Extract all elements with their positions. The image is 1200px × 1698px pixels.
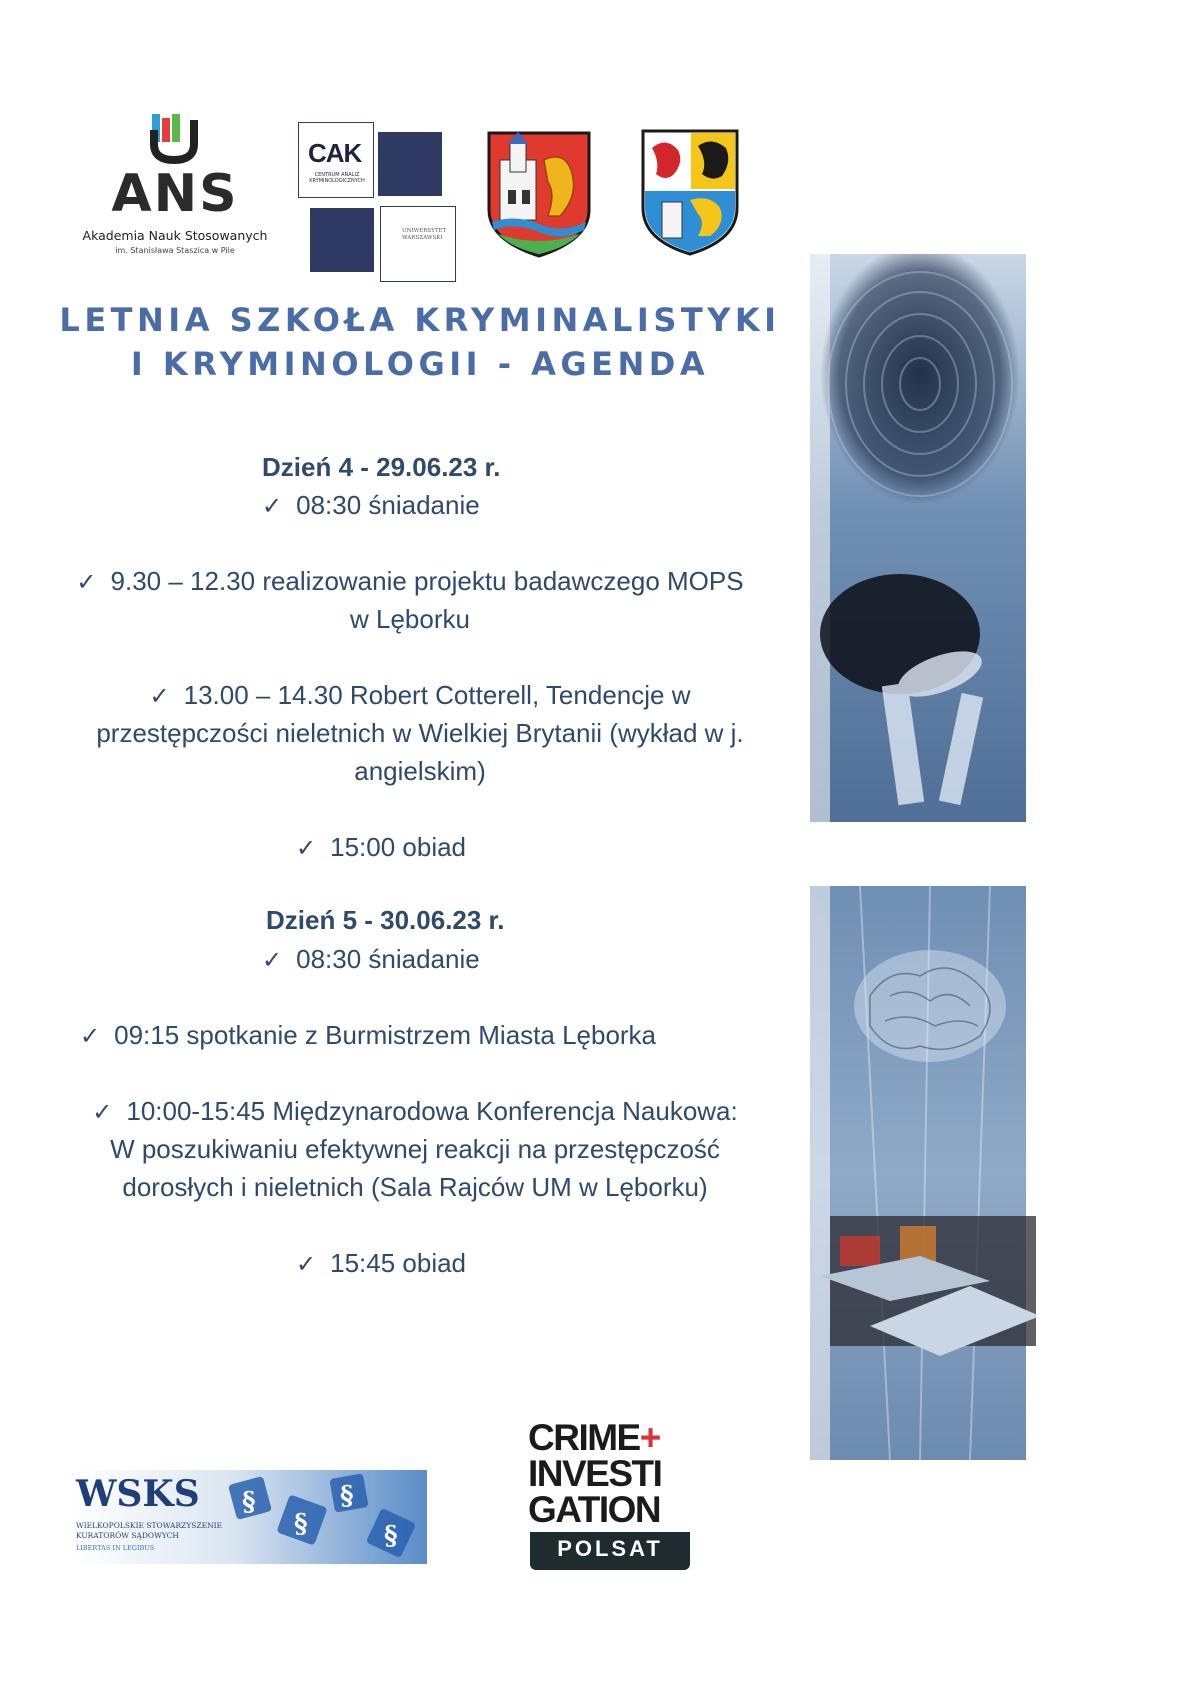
paragraph-icon: § (384, 1521, 398, 1551)
cak-letters: CAK (308, 138, 362, 168)
wskks-letters: WSKS (76, 1473, 200, 1515)
brain-graduation-image (800, 886, 1036, 1460)
cak-subtitle: CENTRUM ANALIZ KRYMINOLOGICZNYCH (309, 172, 365, 184)
agenda-item-day4-3 (40, 676, 800, 790)
agenda-item-day5-1 (262, 940, 552, 978)
agenda-text-cont: angielskim) (354, 756, 486, 786)
day-4-heading: Dzień 4 - 29.06.23 r. (262, 452, 501, 482)
fingerprint-xray-image (800, 254, 1036, 822)
agenda-text: 13.00 – 14.30 Robert Cotterell, Tendencje w (183, 680, 691, 710)
ans-logo (70, 108, 280, 258)
paragraph-icon: § (294, 1509, 308, 1539)
uw-label: UNIWERSYTET WARSZAWSKI (402, 228, 447, 241)
agenda-text: 10:00-15:45 Międzynarodowa Konferencja Naukowa: (126, 1096, 738, 1126)
crime-wordmark (528, 1417, 694, 1530)
ans-u-icon (150, 112, 198, 164)
agenda-item-day5-4 (296, 1244, 536, 1282)
title-line-2: I KRYMINOLOGII - AGENDA (130, 345, 710, 383)
check-icon: ✓ (92, 1098, 113, 1126)
agenda-text: 9.30 – 12.30 realizowanie projektu badawczego MOPS (110, 566, 744, 596)
agenda-text: 15:45 obiad (330, 1248, 467, 1278)
check-icon: ✓ (296, 1250, 317, 1278)
ans-name: Akademia Nauk Stosowanych (82, 228, 268, 243)
wskks-line-1: WIELKOPOLSKIE STOWARZYSZENIE (76, 1521, 223, 1530)
paragraph-icon: § (340, 1481, 354, 1511)
plus-icon: + (639, 1417, 660, 1458)
agenda-item-day5-2 (80, 1016, 760, 1054)
day-5-heading: Dzień 5 - 30.06.23 r. (266, 905, 505, 935)
polsat-bar (530, 1532, 690, 1570)
agenda-text: 08:30 śniadanie (296, 944, 480, 974)
agenda-item-day4-2 (20, 562, 800, 638)
check-icon: ✓ (262, 946, 283, 974)
agenda-item-day4-1 (262, 486, 552, 524)
agenda-text: 15:00 obiad (330, 832, 467, 862)
leborek-crest-icon (486, 130, 592, 258)
check-icon: ✓ (80, 1022, 101, 1050)
check-icon: ✓ (76, 568, 97, 596)
agenda-text-cont: w Lęborku (350, 604, 470, 634)
agenda-text-cont: przestępczości nieletnich w Wielkiej Brytanii (wykład w j. (96, 718, 744, 748)
agenda-text: 08:30 śniadanie (296, 490, 480, 520)
check-icon: ✓ (296, 834, 317, 862)
title-line-1: LETNIA SZKOŁA KRYMINALISTYKI (59, 301, 781, 339)
crime-line-2: INVESTI (528, 1453, 662, 1494)
check-icon: ✓ (262, 492, 283, 520)
check-icon: ✓ (149, 682, 170, 710)
ans-subtitle: im. Stanisława Staszica w Pile (115, 246, 235, 255)
agenda-item-day5-3 (30, 1092, 800, 1206)
agenda-text: 09:15 spotkanie z Burmistrzem Miasta Lęborka (114, 1020, 657, 1050)
paragraph-icon: § (242, 1487, 256, 1517)
agenda-text-cont: dorosłych i nieletnich (Sala Rajców UM w Lęborku) (122, 1172, 708, 1202)
agenda-item-day4-4 (296, 828, 536, 866)
powiat-crest-icon (640, 128, 740, 256)
cak-logo (298, 122, 458, 282)
wskks-line-2: KURATORÓW SĄDOWYCH (76, 1531, 179, 1540)
agenda-text-cont: W poszukiwaniu efektywnej reakcji na przestępczość (110, 1134, 720, 1164)
crime-investigation-logo (528, 1417, 694, 1570)
polsat-label: POLSAT (557, 1536, 663, 1561)
ans-letters: ANS (111, 164, 239, 224)
crime-line-3: GATION (528, 1489, 661, 1530)
wskks-motto: LIBERTAS IN LEGIBUS (76, 1544, 155, 1552)
page-title (40, 298, 800, 386)
wskks-logo (72, 1470, 427, 1564)
crime-line-1: CRIME (528, 1417, 640, 1458)
